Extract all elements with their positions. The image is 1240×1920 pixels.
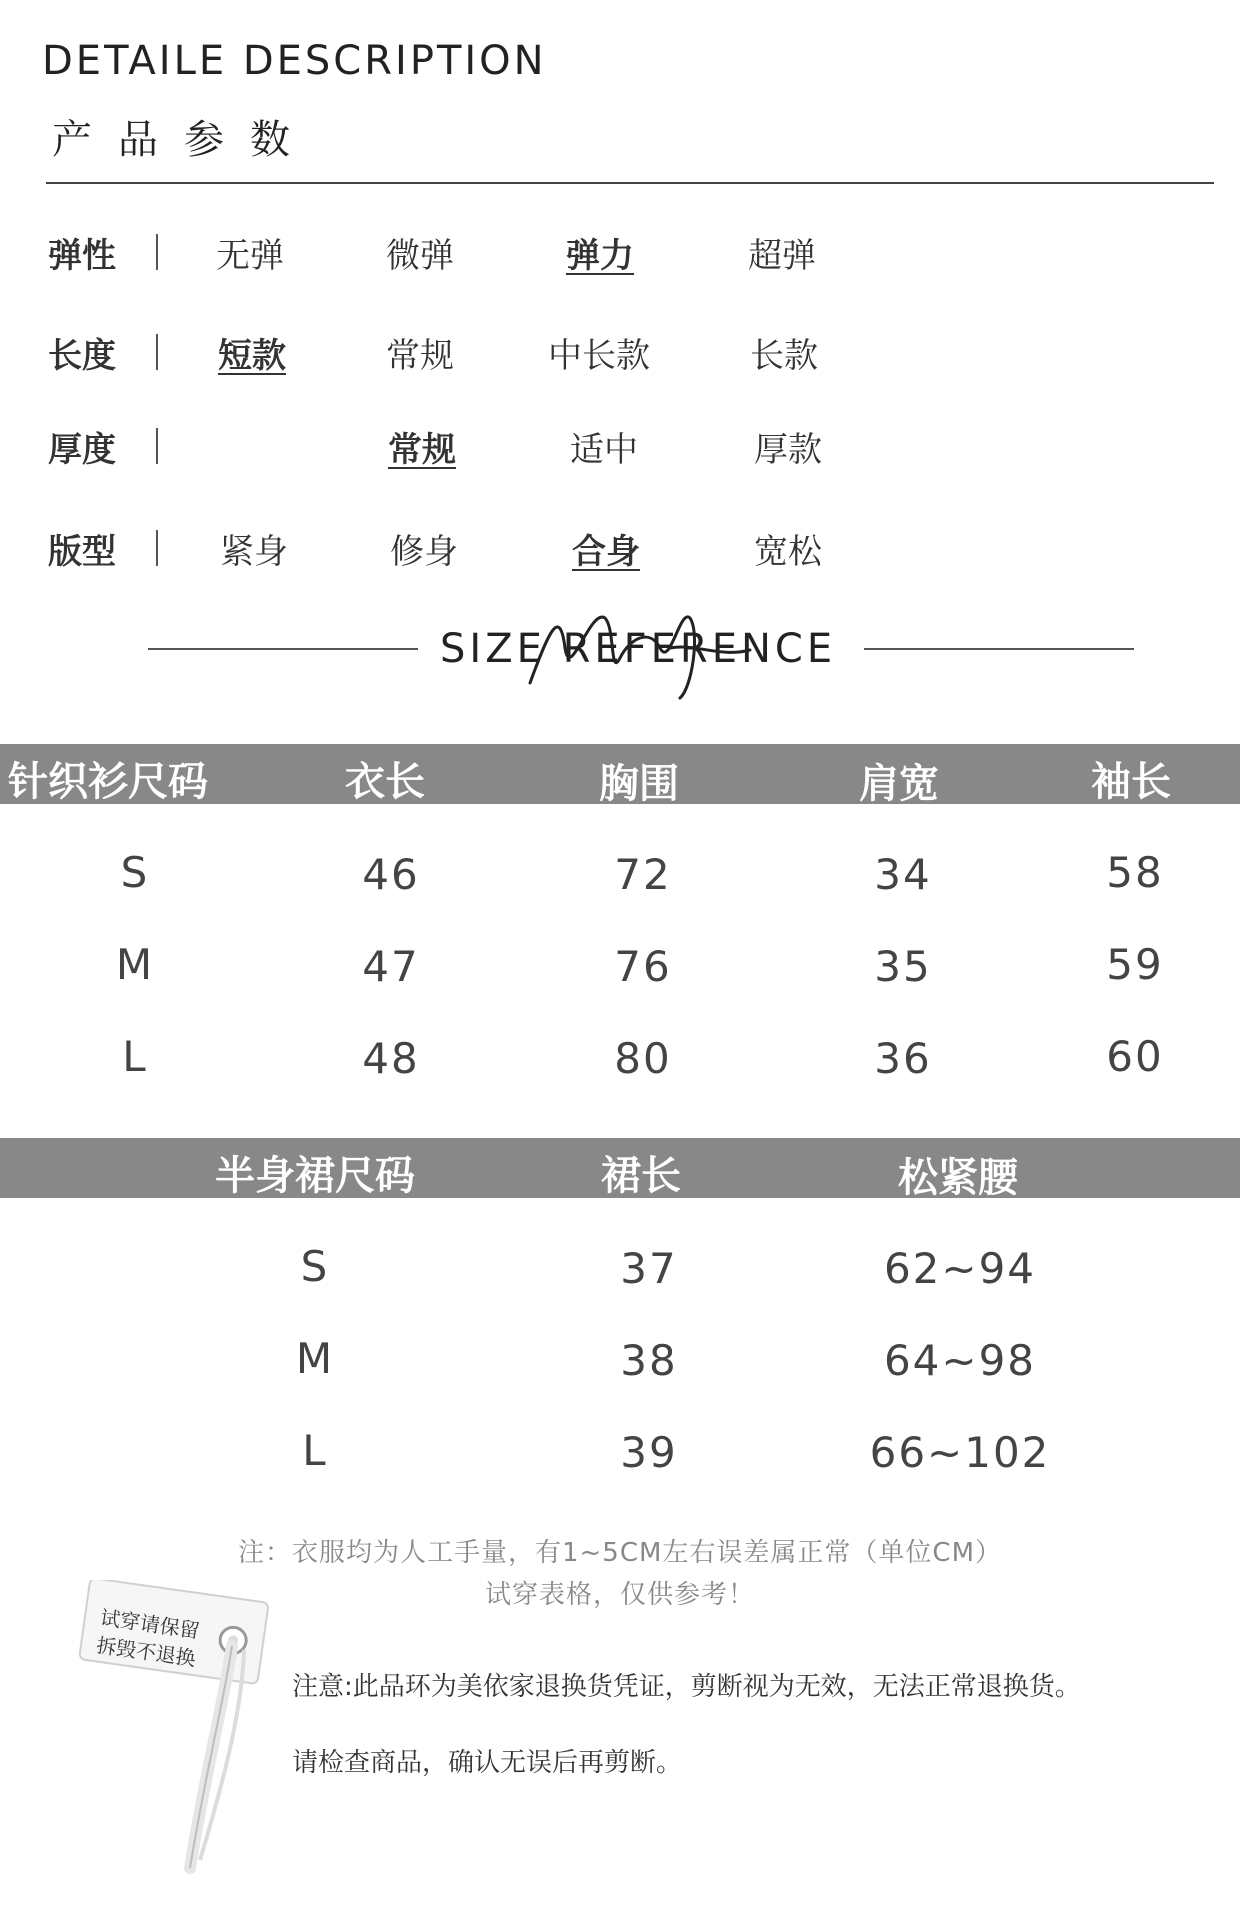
param-option-selected: 合身 [572,532,640,572]
param-label: 弹性 [48,236,116,276]
param-option-selected: 短款 [218,336,286,376]
param-option: 厚款 [754,430,822,470]
param-label: 厚度 [48,430,116,470]
header-cell: 半身裙尺码 [215,1153,415,1199]
table-cell: 72 [614,850,672,899]
param-separator [156,334,158,370]
table-cell: 34 [874,850,932,899]
param-separator [156,530,158,566]
table-cell: 38 [620,1336,678,1385]
signature-watermark-icon [520,588,780,708]
param-label: 版型 [48,532,116,572]
table-cell: 62~94 [883,1244,1037,1293]
table-cell: S [120,848,150,897]
header-cell: 胸围 [599,761,679,807]
param-option: 修身 [390,532,458,572]
table-cell: 66~102 [869,1428,1051,1477]
table-cell: S [300,1242,330,1291]
size-rule-right [864,648,1134,650]
table-cell: 80 [614,1034,672,1083]
table-cell: 76 [614,942,672,991]
table-cell: L [122,1032,148,1081]
size-reference-title: SIZE REFERENCE [440,626,837,672]
header-cell: 肩宽 [859,761,939,807]
table-cell: 47 [362,942,420,991]
table-cell: 37 [620,1244,678,1293]
param-option: 中长款 [548,336,650,376]
table-cell: M [115,940,155,989]
param-option: 适中 [570,430,638,470]
param-option: 宽松 [754,532,822,572]
knit-table-header [0,744,1240,807]
table-cell: 46 [362,850,420,899]
param-row-fit [48,524,948,580]
param-option-selected: 弹力 [566,236,634,276]
table-cell: 39 [620,1428,678,1477]
header-cell: 裙长 [601,1153,681,1199]
table-cell: 48 [362,1034,420,1083]
header-cell: 衣长 [345,759,425,805]
header-cell: 松紧腰 [898,1155,1018,1201]
param-label: 长度 [48,336,116,376]
title-chinese: 产品参数 [52,117,316,163]
table-cell: L [302,1426,328,1475]
table-cell: 64~98 [883,1336,1037,1385]
param-option: 紧身 [220,532,288,572]
size-rule-left [148,648,418,650]
param-option: 超弹 [748,236,816,276]
param-option: 无弹 [216,236,284,276]
param-option: 常规 [386,336,454,376]
tag-text-line1: 试穿请保留 [98,1605,202,1643]
table-cell: 35 [874,942,932,991]
param-option: 微弹 [386,236,454,276]
table-cell: M [295,1334,335,1383]
header-cell: 针织衫尺码 [8,759,208,805]
table-cell: 60 [1106,1032,1164,1081]
param-option: 长款 [750,336,818,376]
table-cell: 58 [1106,848,1164,897]
skirt-table-header [0,1138,1240,1201]
param-separator [156,234,158,270]
header-cell: 袖长 [1091,759,1171,805]
reference-note: 试穿表格，仅供参考！ [484,1580,755,1610]
table-cell: 59 [1106,940,1164,989]
hang-tag-illustration [74,1580,294,1880]
param-row-elasticity [48,228,948,284]
table-cell: 36 [874,1034,932,1083]
param-row-thickness [48,422,948,478]
param-option-selected: 常规 [388,430,456,470]
inspect-warning: 请检查商品，确认无误后再剪断。 [292,1748,683,1778]
param-row-length [48,328,948,384]
param-separator [156,428,158,464]
tag-warning: 注意:此品环为美依家退换货凭证，剪断视为无效，无法正常退换货。 [292,1672,1081,1702]
title-english: DETAILE DESCRIPTION [42,38,547,84]
measurement-note: 注：衣服均为人工手量，有1~5CM左右误差属正常（单位CM） [237,1538,1003,1568]
tag-text-line2: 拆毁不退换 [94,1633,198,1671]
header-divider [46,182,1214,184]
